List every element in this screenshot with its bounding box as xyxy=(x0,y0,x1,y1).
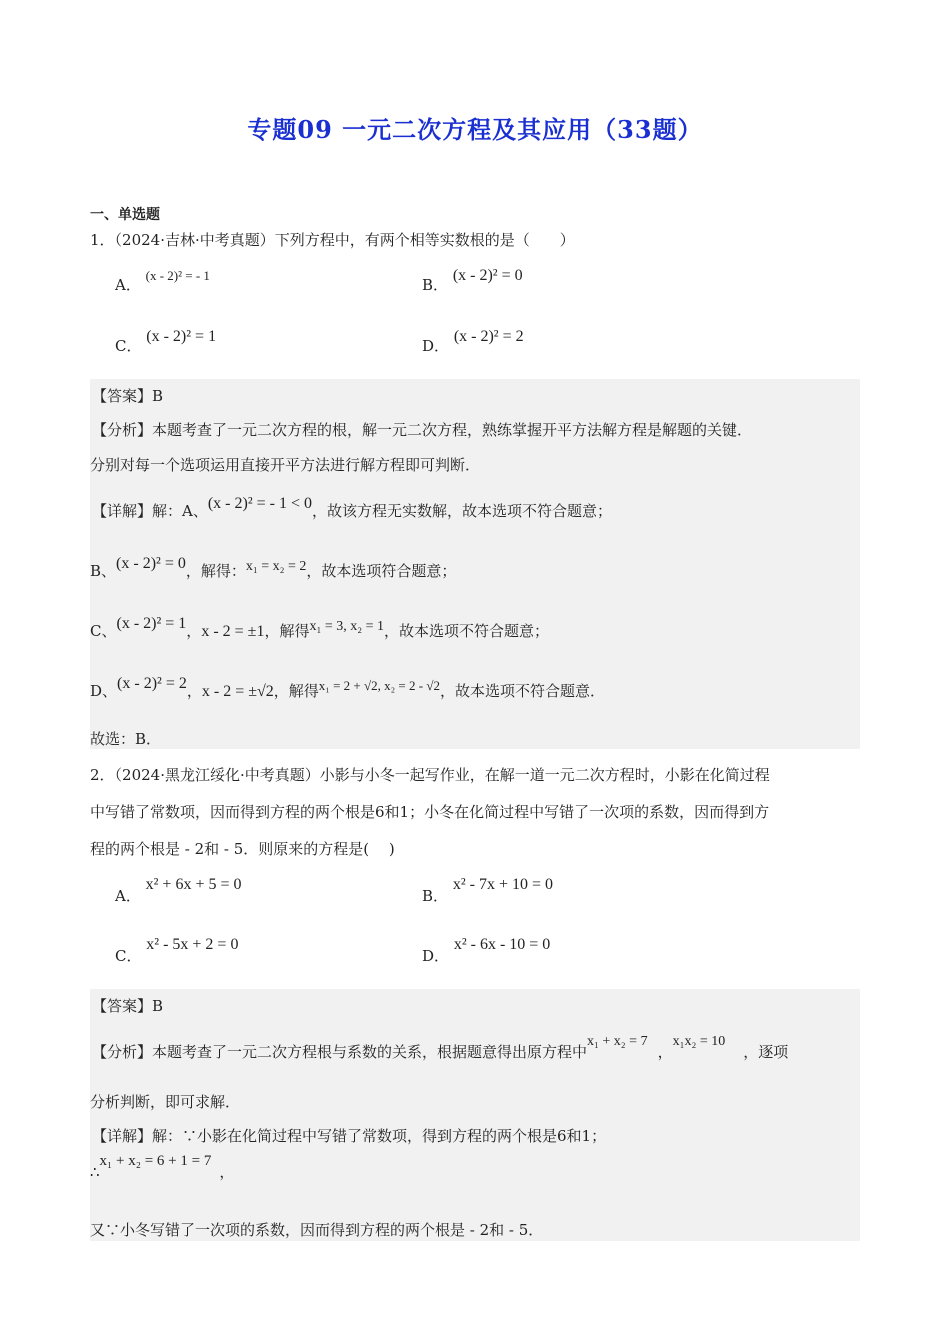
detail-sep: ， xyxy=(186,622,202,640)
q2-stem-line2: 中写错了常数项，因而得到方程的两个根是6和1；小冬在化简过程中写错了一次项的系数，因而得到方 xyxy=(90,803,770,821)
detail-prefix: C、 xyxy=(90,622,117,640)
detail-text: ，故本选项不符合题意； xyxy=(384,622,550,640)
option-label: D． xyxy=(422,947,450,965)
detail-mid: ，解得 xyxy=(273,682,319,700)
option-label: A． xyxy=(115,887,141,905)
q1-option-b xyxy=(422,267,523,295)
detail-prefix: D、 xyxy=(90,682,118,700)
detail-prefix: B、 xyxy=(90,562,117,580)
q1-number: 1． xyxy=(90,231,115,249)
q1-detail-b xyxy=(90,555,457,581)
q2-option-b xyxy=(422,876,553,906)
q2-analysis-line1 xyxy=(92,1034,789,1062)
option-math: (x - 2)² = - 1 xyxy=(145,268,210,283)
q2-detail-line1: 【详解】解：∵小影在化简过程中写错了常数项，得到方程的两个根是6和1； xyxy=(92,1127,607,1145)
q2-stem-text: （2024·黑龙江绥化·中考真题）小影与小冬一起写作业，在解一道一元二次方程时，小影在化简过程 xyxy=(114,766,770,784)
detail-end: ， xyxy=(219,1163,235,1181)
option-label: B． xyxy=(422,276,449,294)
option-math: x² - 7x + 10 = 0 xyxy=(452,876,553,893)
detail-math: (x - 2)² = 0 xyxy=(116,555,186,572)
detail-solution: x₁ = x₂ = 2 xyxy=(245,559,307,574)
q1-stem-text: （2024·吉林·中考真题）下列方程中，有两个相等实数根的是（ ） xyxy=(114,231,575,249)
option-math: x² - 5x + 2 = 0 xyxy=(146,936,239,953)
q2-stem-line1 xyxy=(90,764,770,785)
detail-text: ，故本选项不符合题意． xyxy=(439,682,605,700)
q1-stem xyxy=(90,229,575,250)
q2-option-d xyxy=(422,936,551,966)
option-label: C． xyxy=(115,337,142,355)
q1-answer: 【答案】B xyxy=(92,387,164,405)
q2-option-c xyxy=(115,936,239,966)
option-math: (x - 2)² = 2 xyxy=(453,328,524,345)
detail-math2: x - 2 = ±√2 xyxy=(201,683,274,700)
option-label: A． xyxy=(115,276,141,294)
q1-option-a xyxy=(115,268,210,295)
detail-math: (x - 2)² = 2 xyxy=(117,675,187,692)
q1-conclusion: 故选：B． xyxy=(90,730,162,748)
detail-math: (x - 2)² = - 1 < 0 xyxy=(207,495,312,512)
detail-math: (x - 2)² = 1 xyxy=(116,615,187,632)
analysis-math1: x₁ + x₂ = 7 xyxy=(587,1034,648,1049)
option-label: B． xyxy=(422,887,449,905)
q2-answer: 【答案】B xyxy=(92,997,164,1015)
detail-prefix: 【详解】解：A、 xyxy=(92,502,208,520)
detail-math2: x - 2 = ±1 xyxy=(201,623,265,640)
q2-option-a xyxy=(115,876,242,906)
q2-detail-line2 xyxy=(90,1153,235,1182)
detail-mid: ，解得： xyxy=(185,562,246,580)
detail-text: ，故该方程无实数解，故本选项不符合题意； xyxy=(312,502,613,520)
q2-solution-box xyxy=(90,989,860,1241)
option-math: (x - 2)² = 1 xyxy=(146,328,217,345)
q1-analysis-line1: 【分析】本题考查了一元二次方程的根，解一元二次方程，熟练掌握开平方法解方程是解题的关键． xyxy=(92,421,753,439)
detail-math: x₁ + x₂ = 6 + 1 = 7 xyxy=(99,1153,212,1169)
q2-stem-line3: 程的两个根是 - 2和 - 5．则原来的方程是( ) xyxy=(90,840,395,858)
analysis-end: ，逐项 xyxy=(743,1043,789,1061)
option-label: C． xyxy=(115,947,142,965)
q1-option-d xyxy=(422,328,524,356)
q2-analysis-line2: 分析判断，即可求解． xyxy=(90,1093,241,1111)
detail-solution: x₁ = 2 + √2, x₂ = 2 - √2 xyxy=(318,678,440,693)
detail-solution: x₁ = 3, x₂ = 1 xyxy=(309,619,385,634)
option-label: D． xyxy=(422,337,450,355)
analysis-text: 【分析】本题考查了一元二次方程根与系数的关系，根据题意得出原方程中 xyxy=(92,1043,588,1061)
detail-mid: ，解得 xyxy=(264,622,310,640)
q1-detail-c xyxy=(90,615,550,641)
option-math: x² + 6x + 5 = 0 xyxy=(145,876,242,893)
option-math: (x - 2)² = 0 xyxy=(452,267,523,284)
q1-detail-a xyxy=(92,495,613,521)
q2-detail-line3: 又∵小冬写错了一次项的系数，因而得到方程的两个根是 - 2和 - 5． xyxy=(90,1221,544,1239)
q1-solution-box xyxy=(90,379,860,749)
q2-number: 2． xyxy=(90,766,115,784)
q1-analysis-line2: 分别对每一个选项运用直接开平方法进行解方程即可判断． xyxy=(90,456,481,474)
page-title: 专题09 一元二次方程及其应用（33题） xyxy=(247,115,703,144)
detail-sep: ， xyxy=(186,682,202,700)
detail-text: ，故本选项符合题意； xyxy=(306,562,457,580)
analysis-sep: ， xyxy=(657,1043,673,1061)
analysis-math2: x₁x₂ = 10 xyxy=(672,1034,726,1049)
therefore-symbol: ∴ xyxy=(90,1163,100,1181)
section-heading: 一、单选题 xyxy=(90,207,160,223)
q1-option-c xyxy=(115,328,217,356)
q1-detail-d xyxy=(90,675,605,701)
option-math: x² - 6x - 10 = 0 xyxy=(453,936,551,953)
